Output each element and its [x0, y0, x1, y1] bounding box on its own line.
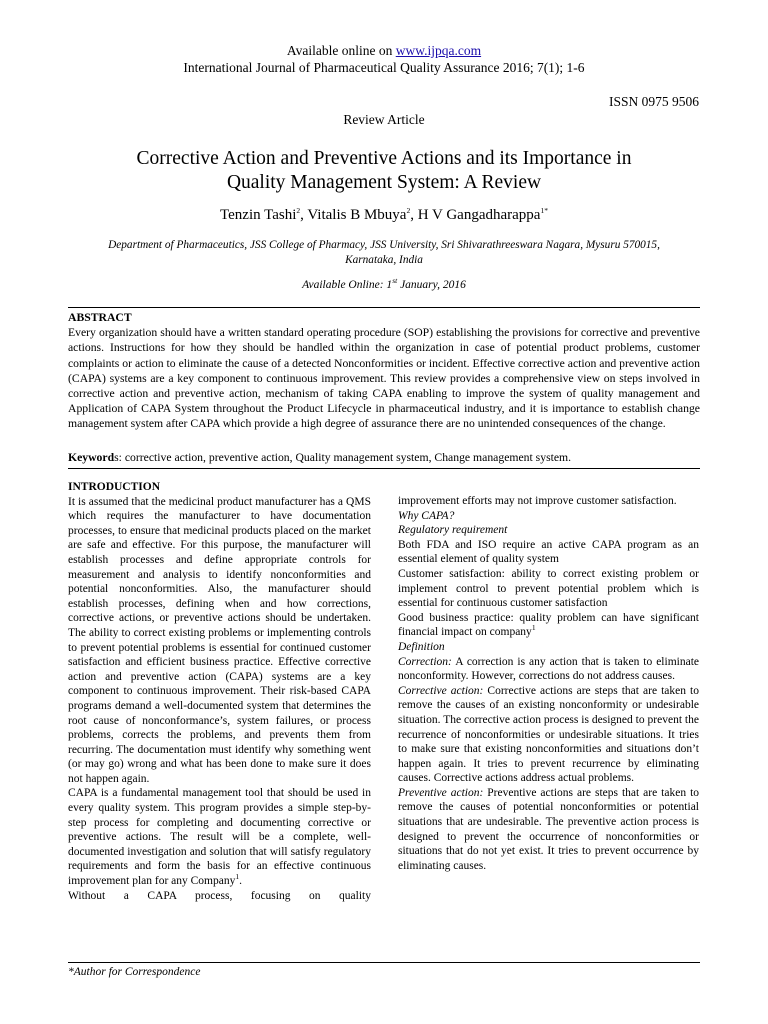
introduction-heading: INTRODUCTION: [68, 481, 161, 493]
footnote-rule: [68, 962, 700, 963]
abstract-text: Every organization should have a written standard operating procedure (SOP) establishing the provisions for corrective and preventive actions. Instructions for how they should be handled within the organization in case of potential product problems, customer complaints or action to eliminate the cause of a detected Nonconformities or incident. Effective corrective action and preventive action (CAPA) systems are a key component to continuous improvement. This review provides a comprehensive view on steps involved in corrective action and preventive action, mechanism of taking CAPA enabling to improve the system of quality management and Application of CAPA System throughout the Product Lifecycle in pharmaceutical industry, and it is importance to establish change management system after CAPA which provide a high degree of assurance there are no unintended consequences of the change.: [68, 326, 700, 431]
corrective-action-text: Corrective actions are steps that are taken to remove the causes of an existing nonconformity or undesirable situation. The corrective action process is designed to prevent the recurrence of nonconformities or undesirable situations. It tries to make sure that existing nonconformities and situations don’t happen again. It tries to prevent recurrence by eliminating causes. Corrective actions address actual problems.: [398, 684, 699, 785]
available-online-suffix: January, 2016: [397, 279, 466, 291]
left-column: [68, 480, 371, 903]
preventive-action-definition: [398, 786, 699, 874]
right-column: [398, 494, 699, 873]
keywords-label-bold: Keyword: [68, 451, 115, 464]
regulatory-point-2: Customer satisfaction: ability to correct existing problem or implement control to prevent potential problem which is essential for continuous customer satisfaction: [398, 567, 699, 610]
abstract-top-rule: [68, 307, 700, 308]
article-type: Review Article: [343, 112, 425, 127]
availability-prefix: Available online on: [286, 43, 396, 58]
issn: ISSN 0975 9506: [608, 94, 699, 109]
regulatory-point-1: Both FDA and ISO require an active CAPA program as an essential element of quality system: [398, 538, 699, 566]
continuation-paragraph: improvement efforts may not improve customer satisfaction.: [398, 495, 677, 507]
author-2-affil: 2: [406, 206, 411, 215]
available-online-sup: st: [392, 276, 398, 286]
affiliation: Department of Pharmaceutics, JSS College of Pharmacy, JSS University, Sri Shivarathreeswara Nagara, Mysuru 570015, Karnataka, India: [108, 239, 660, 266]
author-1: Tenzin Tashi: [220, 207, 297, 223]
preventive-action-label: Preventive action:: [398, 786, 484, 799]
author-3: H V Gangadharappa: [417, 207, 541, 223]
definition-heading: Definition: [398, 640, 445, 653]
intro-paragraph-3: Without a CAPA process, focusing on quality: [68, 889, 371, 902]
why-capa-heading: Why CAPA?: [398, 509, 455, 522]
paper-title-line-1: Corrective Action and Preventive Actions and its Importance in: [136, 148, 632, 169]
paper-title-line-2: Quality Management System: A Review: [226, 172, 542, 193]
intro-paragraph-2-end: .: [239, 875, 242, 888]
abstract-section: [68, 310, 700, 432]
abstract-heading: ABSTRACT: [68, 311, 132, 324]
available-online-date: [0, 276, 768, 291]
author-list: Tenzin Tashi$^2$, Vitalis B Mbuya$^2$, H V Gangadharappa$^{1*}$: [220, 206, 548, 223]
correspondence-footnote: *Author for Correspondence: [68, 966, 201, 978]
journal-availability-line: [0, 43, 768, 59]
author-2: Vitalis B Mbuya: [307, 207, 407, 223]
keywords: [68, 450, 700, 465]
correction-definition: [398, 655, 699, 684]
keywords-bottom-rule: [68, 468, 700, 469]
keywords-text: corrective action, preventive action, Quality management system, Change management system.: [124, 451, 572, 464]
journal-citation: International Journal of Pharmaceutical Quality Assurance 2016; 7(1); 1-6: [183, 60, 585, 75]
intro-paragraph-2-text: CAPA is a fundamental management tool that should be used in every quality system. This program provides a simple step-by-step process for completing and documenting corrective or preventive actions. The result will be a complete, well-documented investigation and solution that will satisfy regulatory requirements and form the basis for an effective continuous improvement plan for any Company: [68, 787, 371, 888]
intro-paragraph-2: [68, 786, 371, 888]
regulatory-requirement-heading: Regulatory requirement: [398, 524, 508, 537]
available-online-prefix: Available Online: 1: [302, 279, 393, 291]
intro-paragraph-2-ref: 1: [235, 872, 240, 882]
journal-url-link[interactable]: www.ijpqa.com: [395, 43, 482, 58]
regulatory-point-3-ref: 1: [531, 623, 536, 633]
paper-title: [0, 147, 768, 195]
regulatory-point-3: [398, 611, 699, 640]
corrective-action-definition: [398, 684, 699, 786]
preventive-action-text: Preventive actions are steps that are taken to remove the causes of potential nonconformities or potential situations that are undesirable. The preventive action process is designed to prevent the occurrence of nonconformities or situations that do not yet exist. It tries to prevent occurrence by eliminating causes.: [398, 786, 700, 872]
author-1-affil: 2: [296, 206, 301, 215]
correction-text: A correction is any action that is taken to eliminate nonconformity. However, corrections do not address causes.: [398, 655, 699, 683]
intro-paragraph-1: It is assumed that the medicinal product manufacturer has a QMS which requires the manufacturer to have documentation processes, to ensure that medicinal products placed on the market are safe and effective. For this purpose, the manufacturer will establish processes and define appropriate controls for measurement and analysis to identify nonconformities and potential nonconformities. Also, the manufacturer should establish processes, defining when and how corrections, corrective actions, or preventive actions should be undertaken. The ability to correct existing problems or implementing controls to prevent potential problems is essential for continued customer satisfaction and efficient business practice. Effective corrective action and preventive action (CAPA) systems are a key component to continuous improvement. Their risk-based CAPA programs demand a well-documented system that determines the root cause of nonconformance’s, system failures, or process problems, corrects the problems, and prevents them from recurring. The documentation must identify why something went (or may go) wrong and what has been done to make sure it does not happen again.: [68, 495, 371, 785]
correction-label: Correction:: [398, 655, 452, 668]
author-3-affil: 1*: [540, 206, 548, 215]
regulatory-point-3-text: Good business practice: quality problem can have significant financial impact on company: [398, 611, 699, 639]
corrective-action-label: Corrective action:: [398, 684, 484, 697]
keywords-label-rest: s:: [114, 451, 125, 464]
